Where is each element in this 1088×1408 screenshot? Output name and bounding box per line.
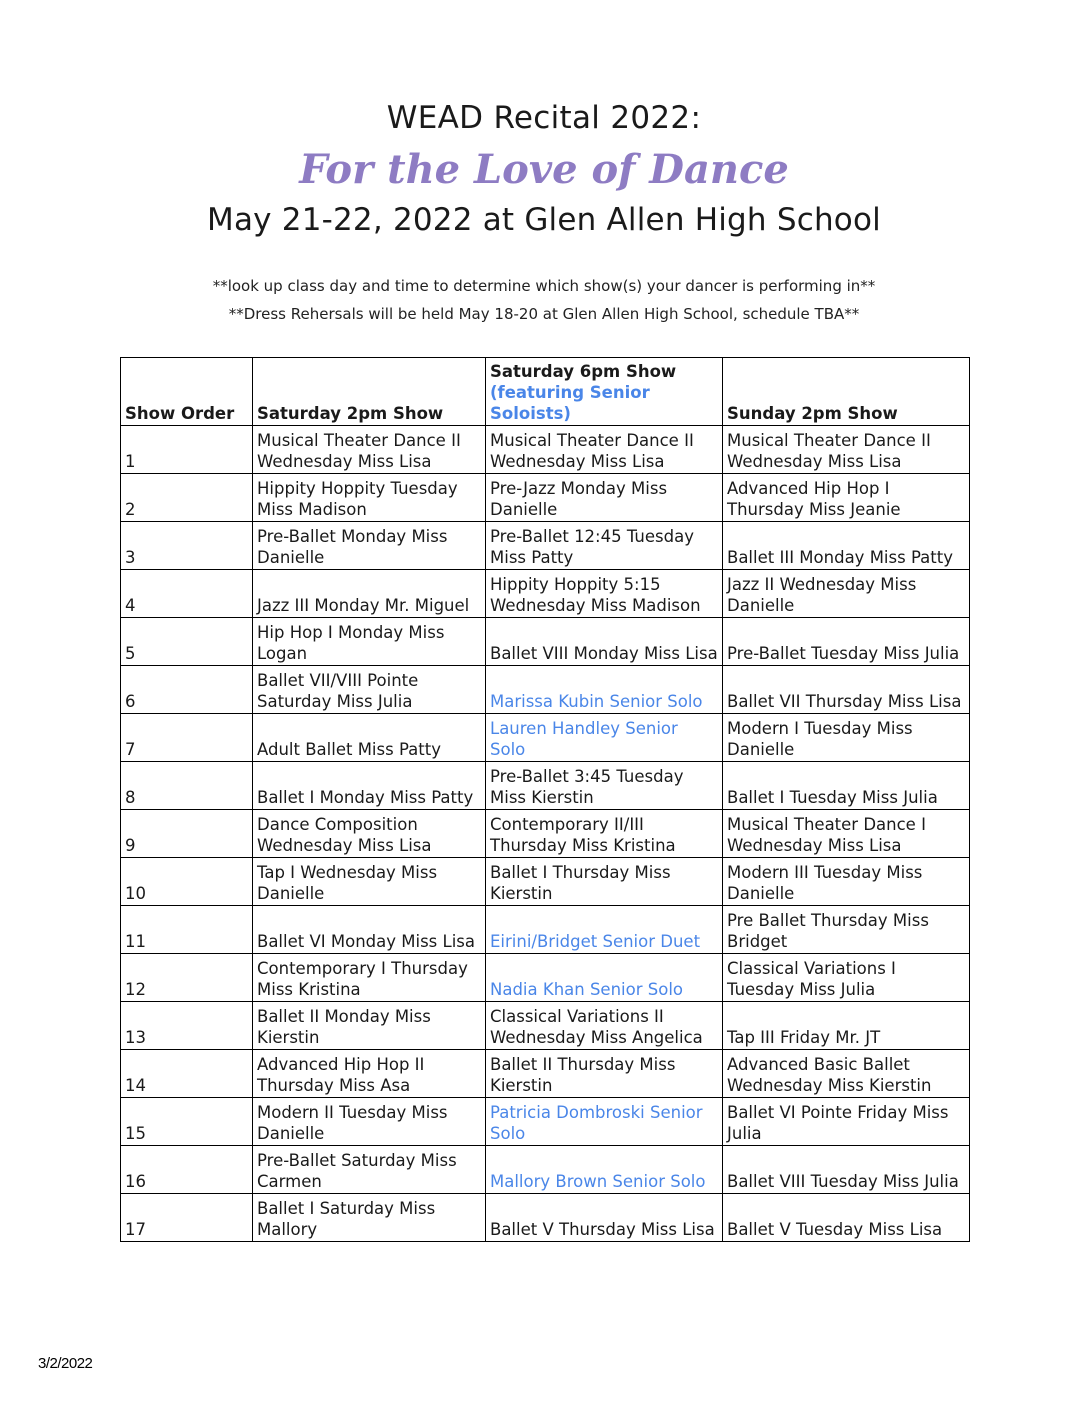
cell-saturday-6pm: Pre-Jazz Monday Miss Danielle (486, 474, 723, 522)
title-date-location: May 21-22, 2022 at Glen Allen High School (207, 202, 881, 238)
cell-show-order: 8 (121, 762, 253, 810)
table-row (121, 426, 970, 474)
cell-saturday-6pm: Pre-Ballet 12:45 Tuesday Miss Patty (486, 522, 723, 570)
cell-saturday-6pm: Ballet I Thursday Miss Kierstin (486, 858, 723, 906)
cell-show-order: 10 (121, 858, 253, 906)
cell-sunday-2pm: Ballet I Tuesday Miss Julia (723, 762, 970, 810)
cell-saturday-2pm: Hip Hop I Monday Miss Logan (253, 618, 486, 666)
table-row (121, 762, 970, 810)
header-sunday-2pm: Sunday 2pm Show (723, 358, 970, 426)
cell-sunday-2pm: Musical Theater Dance II Wednesday Miss Lisa (723, 426, 970, 474)
header-saturday-6pm-subtitle: (featuring Senior Soloists) (490, 383, 650, 423)
cell-show-order: 12 (121, 954, 253, 1002)
footer-date: 3/2/2022 (38, 1355, 93, 1372)
show-schedule-table (120, 357, 970, 1242)
table-row (121, 474, 970, 522)
cell-sunday-2pm: Ballet VIII Tuesday Miss Julia (723, 1146, 970, 1194)
cell-show-order: 16 (121, 1146, 253, 1194)
cell-sunday-2pm: Ballet VI Pointe Friday Miss Julia (723, 1098, 970, 1146)
cell-sunday-2pm: Classical Variations I Tuesday Miss Julia (723, 954, 970, 1002)
cell-sunday-2pm: Pre-Ballet Tuesday Miss Julia (723, 618, 970, 666)
cell-saturday-2pm: Ballet VI Monday Miss Lisa (253, 906, 486, 954)
cell-saturday-2pm: Ballet I Saturday Miss Mallory (253, 1194, 486, 1242)
cell-saturday-6pm: Mallory Brown Senior Solo (486, 1146, 723, 1194)
header-saturday-6pm (486, 358, 723, 426)
table-row (121, 1050, 970, 1098)
note-class-lookup: **look up class day and time to determine which show(s) your dancer is performing in** (212, 277, 876, 295)
cell-saturday-6pm: Contemporary II/III Thursday Miss Kristina (486, 810, 723, 858)
cell-saturday-6pm: Classical Variations II Wednesday Miss Angelica (486, 1002, 723, 1050)
table-row (121, 810, 970, 858)
table-row (121, 1146, 970, 1194)
table-row (121, 906, 970, 954)
cell-sunday-2pm: Ballet III Monday Miss Patty (723, 522, 970, 570)
table-row (121, 1002, 970, 1050)
cell-show-order: 17 (121, 1194, 253, 1242)
schedule-body (121, 426, 970, 1242)
cell-saturday-2pm: Adult Ballet Miss Patty (253, 714, 486, 762)
cell-saturday-2pm: Contemporary I Thursday Miss Kristina (253, 954, 486, 1002)
cell-show-order: 15 (121, 1098, 253, 1146)
cell-saturday-6pm: Musical Theater Dance II Wednesday Miss Lisa (486, 426, 723, 474)
table-header-row (121, 358, 970, 426)
cell-show-order: 2 (121, 474, 253, 522)
cell-saturday-2pm: Hippity Hoppity Tuesday Miss Madison (253, 474, 486, 522)
cell-sunday-2pm: Tap III Friday Mr. JT (723, 1002, 970, 1050)
cell-show-order: 7 (121, 714, 253, 762)
table-row (121, 858, 970, 906)
header-show-order: Show Order (121, 358, 253, 426)
header-saturday-6pm-label: Saturday 6pm Show (490, 362, 677, 381)
note-dress-rehearsals: **Dress Rehersals will be held May 18-20 at Glen Allen High School, schedule TBA** (228, 305, 860, 323)
table-row (121, 1194, 970, 1242)
cell-saturday-6pm: Marissa Kubin Senior Solo (486, 666, 723, 714)
cell-saturday-2pm: Jazz III Monday Mr. Miguel (253, 570, 486, 618)
cell-sunday-2pm: Advanced Hip Hop I Thursday Miss Jeanie (723, 474, 970, 522)
cell-sunday-2pm: Ballet VII Thursday Miss Lisa (723, 666, 970, 714)
table-row (121, 714, 970, 762)
cell-show-order: 5 (121, 618, 253, 666)
table-row (121, 666, 970, 714)
cell-sunday-2pm: Ballet V Tuesday Miss Lisa (723, 1194, 970, 1242)
cell-show-order: 14 (121, 1050, 253, 1098)
cell-show-order: 1 (121, 426, 253, 474)
cell-sunday-2pm: Advanced Basic Ballet Wednesday Miss Kierstin (723, 1050, 970, 1098)
table-row (121, 954, 970, 1002)
title-line1: WEAD Recital 2022: (386, 100, 702, 136)
cell-show-order: 11 (121, 906, 253, 954)
table-row (121, 618, 970, 666)
cell-saturday-2pm: Pre-Ballet Monday Miss Danielle (253, 522, 486, 570)
table-row (121, 522, 970, 570)
cell-saturday-2pm: Ballet II Monday Miss Kierstin (253, 1002, 486, 1050)
cell-saturday-6pm: Ballet V Thursday Miss Lisa (486, 1194, 723, 1242)
cell-saturday-2pm: Ballet I Monday Miss Patty (253, 762, 486, 810)
cell-saturday-6pm: Ballet VIII Monday Miss Lisa (486, 618, 723, 666)
cell-saturday-2pm: Dance Composition Wednesday Miss Lisa (253, 810, 486, 858)
cell-saturday-6pm: Pre-Ballet 3:45 Tuesday Miss Kierstin (486, 762, 723, 810)
cell-saturday-2pm: Modern II Tuesday Miss Danielle (253, 1098, 486, 1146)
cell-show-order: 3 (121, 522, 253, 570)
cell-saturday-6pm: Nadia Khan Senior Solo (486, 954, 723, 1002)
cell-saturday-6pm: Hippity Hoppity 5:15 Wednesday Miss Madison (486, 570, 723, 618)
cell-show-order: 13 (121, 1002, 253, 1050)
cell-saturday-6pm: Eirini/Bridget Senior Duet (486, 906, 723, 954)
cell-sunday-2pm: Musical Theater Dance I Wednesday Miss Lisa (723, 810, 970, 858)
cell-saturday-2pm: Pre-Ballet Saturday Miss Carmen (253, 1146, 486, 1194)
cell-saturday-6pm: Lauren Handley Senior Solo (486, 714, 723, 762)
cell-saturday-6pm: Ballet II Thursday Miss Kierstin (486, 1050, 723, 1098)
cell-sunday-2pm: Jazz II Wednesday Miss Danielle (723, 570, 970, 618)
cell-saturday-2pm: Advanced Hip Hop II Thursday Miss Asa (253, 1050, 486, 1098)
cell-sunday-2pm: Modern I Tuesday Miss Danielle (723, 714, 970, 762)
cell-sunday-2pm: Pre Ballet Thursday Miss Bridget (723, 906, 970, 954)
cell-saturday-2pm: Ballet VII/VIII Pointe Saturday Miss Julia (253, 666, 486, 714)
table-row (121, 1098, 970, 1146)
cell-saturday-2pm: Musical Theater Dance II Wednesday Miss Lisa (253, 426, 486, 474)
script-title: For the Love of Dance (299, 146, 789, 193)
cell-show-order: 4 (121, 570, 253, 618)
cell-saturday-2pm: Tap I Wednesday Miss Danielle (253, 858, 486, 906)
header-saturday-2pm: Saturday 2pm Show (253, 358, 486, 426)
table-row (121, 570, 970, 618)
cell-sunday-2pm: Modern III Tuesday Miss Danielle (723, 858, 970, 906)
cell-saturday-6pm: Patricia Dombroski Senior Solo (486, 1098, 723, 1146)
cell-show-order: 9 (121, 810, 253, 858)
cell-show-order: 6 (121, 666, 253, 714)
